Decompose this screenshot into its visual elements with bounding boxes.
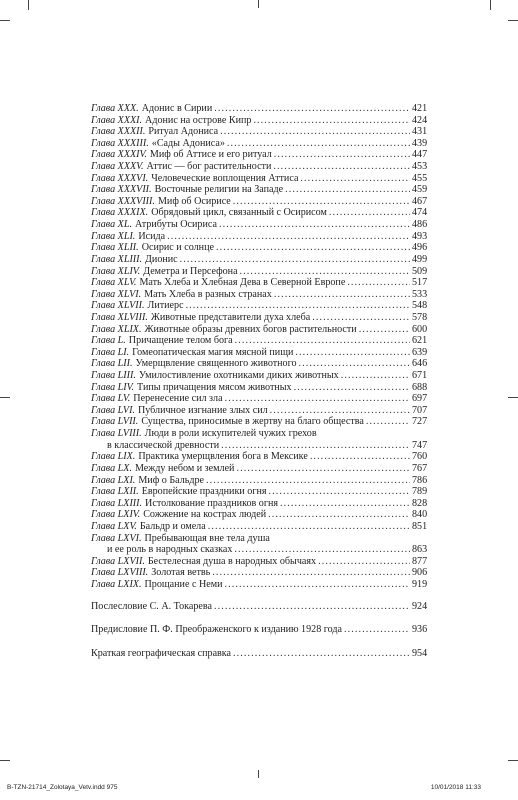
chapter-number: Глава XXXI. [91,114,143,126]
chapter-title: Прощание с Неми [144,578,223,590]
page-number: 919 [412,578,428,590]
toc-entry [91,312,426,324]
page-number: 431 [412,126,428,138]
leader-dots [312,312,410,324]
chapter-number: Глава LXV. [91,520,137,532]
leader-dots [221,440,410,452]
chapter-number: Глава LX. [91,462,132,474]
chapter-number: Глава LXVII. [91,555,145,567]
page-number: 747 [412,439,428,451]
crop-mark [508,397,518,398]
leader-dots [341,370,410,382]
leader-dots [300,173,410,185]
chapter-title: «Сады Адониса» [151,137,225,149]
page-number: 877 [412,555,428,567]
chapter-title: Умилостивление охотниками диких животных [138,370,339,382]
page-number: 671 [412,370,428,382]
chapter-title: Адонис на острове Кипр [145,114,252,126]
page-number: 639 [412,346,428,358]
page-number: 936 [412,624,428,636]
chapter-title: Дионис [145,253,178,265]
chapter-number: Глава XXXVIII. [91,195,155,207]
chapter-title: Миф о Бальдре [138,474,205,486]
chapter-title: Существа, приносимые в жертву на благо общества [141,416,364,428]
chapter-title: Ритуал Адониса [148,126,219,138]
chapter-number: Глава LII. [91,358,133,370]
chapter-title: Восточные религии на Западе [154,184,284,196]
toc-entry-continued [91,440,426,452]
toc-entry [91,370,426,382]
toc-entry [91,393,426,405]
leader-dots [225,579,410,591]
chapter-title: Животные представители духа хлеба [150,311,311,323]
chapter-number: Глава XL. [91,219,132,231]
toc-entry-extra [91,624,426,636]
toc-entry [91,405,426,417]
page-number: 455 [412,172,428,184]
leader-dots [253,115,410,127]
page-number: 688 [412,381,428,393]
chapter-number: Глава XLI. [91,230,136,242]
chapter-number: Глава LV. [91,393,131,405]
page-number: 828 [412,497,428,509]
page-number: 697 [412,393,428,405]
leader-dots [240,266,410,278]
page-number: 474 [412,207,428,219]
page-number: 954 [412,647,428,659]
leader-dots [186,300,410,312]
page-number: 760 [412,451,428,463]
section-gap [91,612,426,624]
chapter-title: Бестелесная душа в народных обычаях [147,555,317,567]
chapter-title-continued: и ее роль в народных сказках [107,544,233,556]
chapter-title: Золотая ветвь [151,567,211,579]
leader-dots [212,567,410,579]
crop-mark [258,0,259,8]
chapter-number: Глава LXIV. [91,509,141,521]
print-date: 10/01/2018 11:33 [430,784,481,791]
chapter-title: Миф об Аттисе и его ритуал [149,149,272,161]
toc-entry [91,184,426,196]
toc-entry [91,103,426,115]
chapter-title: Европейские праздники огня [141,486,267,498]
page-number: 621 [412,335,428,347]
leader-dots [295,347,410,359]
chapter-title-continued: в классической древности [107,439,220,451]
page-number: 851 [412,520,428,532]
chapter-title: Сожжение на кострах людей [143,509,267,521]
chapter-number: Глава XLIX. [91,323,142,335]
chapter-title: Люди в роли искупителей чужих грехов [144,428,317,440]
toc-entry [91,173,426,185]
chapter-number: Глава LXII. [91,486,139,498]
chapter-title: Литиерс [147,300,184,312]
leader-dots [208,521,410,533]
page-number: 424 [412,114,428,126]
chapter-number: Глава XXXV. [91,161,144,173]
toc-entry [91,231,426,243]
chapter-title: Бальдр и омела [139,520,206,532]
leader-dots [294,382,410,394]
page-number: 533 [412,288,428,300]
page-number: 447 [412,149,428,161]
page-number: 459 [412,184,428,196]
chapter-number: Глава LXVI. [91,532,142,544]
page-number: 467 [412,195,428,207]
file-name: B-TZN-21714_Zolotaya_Vetv.indd 975 [7,784,118,791]
leader-dots [273,161,410,173]
chapter-number: Глава LXVIII. [91,567,149,579]
toc-entry [91,533,426,545]
toc-entry-continued [91,544,426,556]
crop-mark [508,760,518,761]
leader-dots [167,231,410,243]
toc-entry [91,266,426,278]
chapter-title: Публичное изгнание злых сил [137,404,268,416]
leader-dots [366,416,410,428]
table-of-contents [91,103,426,659]
page-number: 517 [412,277,428,289]
chapter-number: Глава LXI. [91,474,136,486]
toc-entry [91,289,426,301]
crop-mark [28,0,29,10]
chapter-number: Глава L. [91,335,126,347]
page-number: 439 [412,137,428,149]
chapter-title: Пребывающая вне тела душа [144,532,270,544]
chapter-number: Глава LIV. [91,381,135,393]
chapter-title: Причащение телом бога [128,335,233,347]
toc-entry-extra [91,601,426,613]
chapter-number: Глава XXXVII. [91,184,152,196]
leader-dots [268,509,410,521]
leader-dots [274,289,410,301]
toc-entry [91,324,426,336]
toc-entry [91,254,426,266]
chapter-title: Перенесение сил зла [133,393,223,405]
chapter-number: Глава LXIX. [91,578,142,590]
chapter-number: Глава XLIV. [91,265,141,277]
toc-entry [91,149,426,161]
page-number: 786 [412,474,428,486]
toc-entry [91,521,426,533]
leader-dots [206,475,410,487]
chapter-title: Животные образы древних богов растительности [144,323,357,335]
chapter-title: Деметра и Персефона [143,265,238,277]
toc-entry [91,358,426,370]
toc-entry [91,475,426,487]
toc-entry [91,126,426,138]
section-gap [91,591,426,601]
page-number: 509 [412,265,428,277]
chapter-number: Глава XXXIX. [91,207,149,219]
toc-entry [91,451,426,463]
leader-dots [269,486,410,498]
page-number: 924 [412,600,428,612]
chapter-title: Адонис в Сирии [141,103,213,114]
toc-entry [91,428,426,440]
toc-entry [91,300,426,312]
chapter-number: Глава LIII. [91,370,136,382]
leader-dots [234,544,410,556]
toc-entry [91,498,426,510]
page-number: 840 [412,509,428,521]
chapter-title: Обрядовый цикл, связанный с Осирисом [151,207,327,219]
chapter-title: Миф об Осирисе [157,195,231,207]
leader-dots [344,624,410,636]
chapter-title: Умерщвление священного животного [135,358,297,370]
leader-dots [219,219,410,231]
toc-entry [91,207,426,219]
chapter-number: Глава XLVI. [91,288,142,300]
crop-mark [0,20,10,21]
chapter-number: Глава XLII. [91,242,139,254]
chapter-title: Аттис — бог растительности [146,161,272,173]
section-title: Предисловие П. Ф. Преображенского к изданию 1928 года [91,624,343,636]
leader-dots [225,393,410,405]
page-number: 906 [412,567,428,579]
chapter-title: Между небом и землей [134,462,235,474]
leader-dots [285,184,410,196]
chapter-number: Глава XXXIV. [91,149,147,161]
crop-mark [0,760,10,761]
toc-entry [91,335,426,347]
toc-entry [91,219,426,231]
leader-dots [329,207,410,219]
leader-dots [235,335,410,347]
chapter-number: Глава XXXVI. [91,172,149,184]
leader-dots [299,358,410,370]
chapter-number: Глава LIX. [91,451,136,463]
toc-entry [91,416,426,428]
chapter-title: Практика умерщвления бога в Мексике [138,451,308,463]
chapter-title: Мать Хлеба в разных странах [144,288,272,300]
toc-entry [91,556,426,568]
page-number: 548 [412,300,428,312]
crop-mark [258,770,259,778]
chapter-number: Глава LVII. [91,416,139,428]
toc-entry [91,161,426,173]
page-number: 767 [412,462,428,474]
leader-dots [216,242,410,254]
chapter-number: Глава XXXII. [91,126,146,138]
chapter-title: Осирис и солнце [141,242,214,254]
page-number: 499 [412,253,428,265]
leader-dots [318,556,410,568]
chapter-title: Истолкование праздников огня [145,497,279,509]
toc-entry [91,196,426,208]
leader-dots [280,498,410,510]
chapter-number: Глава XXX. [91,103,139,114]
chapter-number: Глава LXIII. [91,497,143,509]
chapter-title: Исида [138,230,166,242]
page-number: 486 [412,219,428,231]
toc-entry-extra [91,648,426,660]
crop-mark [490,0,491,10]
leader-dots [220,126,410,138]
toc-entry [91,242,426,254]
section-gap [91,636,426,648]
leader-dots [214,601,410,613]
leader-dots [180,254,410,266]
page-number: 863 [412,544,428,556]
leader-dots [310,451,410,463]
toc-entry [91,382,426,394]
page-number: 646 [412,358,428,370]
crop-mark [508,20,518,21]
leader-dots [347,277,410,289]
leader-dots [227,138,410,150]
toc-entry [91,115,426,127]
page-number: 421 [412,103,428,114]
chapter-number: Глава XLVIII. [91,311,148,323]
page-number: 727 [412,416,428,428]
section-title: Краткая географическая справка [91,647,232,659]
leader-dots [214,103,410,115]
chapter-title: Атрибуты Осириса [134,219,217,231]
leader-dots [233,648,410,660]
page-number: 453 [412,161,428,173]
chapter-number: Глава LI. [91,346,130,358]
page-number: 600 [412,323,428,335]
page-number: 789 [412,486,428,498]
chapter-title: Мать Хлеба и Хлебная Дева в Северной Европе [139,277,346,289]
print-footer [7,784,511,794]
toc-entry [91,138,426,150]
toc-entry [91,463,426,475]
chapter-number: Глава XXXIII. [91,137,149,149]
chapter-number: Глава LVI. [91,404,135,416]
toc-entry [91,486,426,498]
toc-entry [91,347,426,359]
leader-dots [270,405,410,417]
toc-entry [91,509,426,521]
chapter-title: Типы причащения мясом животных [137,381,292,393]
chapter-number: Глава XLVII. [91,300,145,312]
chapter-number: Глава XLIII. [91,253,143,265]
toc-entry [91,567,426,579]
page-number: 496 [412,242,428,254]
crop-mark [0,397,10,398]
chapter-title: Гомеопатическая магия мясной пищи [132,346,294,358]
page-number: 707 [412,404,428,416]
leader-dots [274,149,410,161]
chapter-number: Глава LVIII. [91,428,142,440]
chapter-number: Глава XLV. [91,277,137,289]
chapter-title: Человеческие воплощения Аттиса [151,172,299,184]
page-number: 493 [412,230,428,242]
leader-dots [233,196,410,208]
leader-dots [359,324,410,336]
page-number: 578 [412,311,428,323]
toc-entry [91,277,426,289]
leader-dots [236,463,410,475]
section-title: Послесловие С. А. Токарева [91,600,213,612]
toc-entry [91,579,426,591]
